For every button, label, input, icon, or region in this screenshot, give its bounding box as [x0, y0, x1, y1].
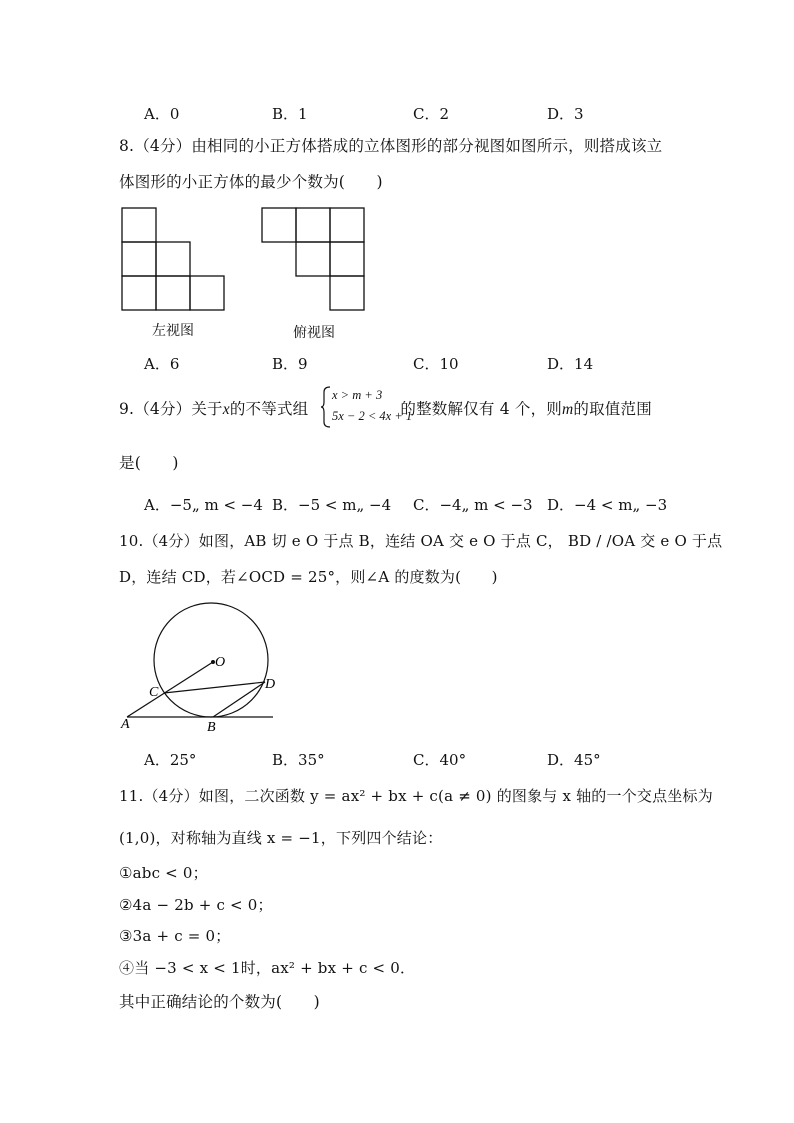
q9-option-a: A．−5„ m < −4 — [144, 496, 263, 514]
q9-option-c: C．−4„ m < −3 — [413, 496, 533, 514]
q11-question-last-line: 其中正确结论的个数为( ) — [119, 993, 320, 1011]
q7-option-d: D．3 — [547, 105, 584, 123]
circle-o — [154, 603, 268, 717]
q9-suffix2: 的取值范围 — [573, 400, 652, 418]
q9-brace — [320, 386, 332, 428]
label-b: B — [207, 720, 216, 735]
q10-circle-figure — [115, 600, 285, 740]
q7-option-c: C．2 — [413, 105, 450, 123]
q10-option-a: A．25° — [144, 751, 197, 769]
q10-question-line1: 10.（4分）如图，AB 切 e O 于点 B，连结 OA 交 e O 于点 C， BD / /OA 交 e O 于点 — [119, 532, 723, 550]
q8-option-b: B．9 — [272, 355, 308, 373]
q9-option-d: D．−4 < m„ −3 — [547, 496, 668, 514]
q8-question-line1: 8.（4分）由相同的小正方体搭成的立体图形的部分视图如图所示，则搭成该立 — [119, 137, 663, 155]
q11-conclusion-3: ③3a + c = 0； — [119, 927, 231, 945]
label-o: O — [215, 655, 226, 670]
q11-conclusion-4: ④当 −3 < x < 1时，ax² + bx + c < 0． — [119, 959, 416, 977]
q9-var-m: m — [562, 401, 574, 418]
q9-option-b: B．−5 < m„ −4 — [272, 496, 392, 514]
q9-mid: 的不等式组 — [229, 400, 309, 418]
q8-left-view-figure — [118, 205, 230, 315]
q9-prefix: 9.（4分）关于 — [119, 400, 223, 418]
q9-inequality-1: x > m + 3 — [332, 388, 383, 402]
q10-question-line2: D，连结 CD，若∠OCD = 25°，则∠A 的度数为( ) — [119, 568, 498, 586]
label-d: D — [265, 677, 276, 692]
q10-option-b: B．35° — [272, 751, 325, 769]
q8-option-a: A．6 — [144, 355, 180, 373]
label-a: A — [121, 717, 130, 732]
q8-option-c: C．10 — [413, 355, 459, 373]
q9-question-line2: 是( ) — [119, 454, 179, 472]
left-view-label: 左视图 — [152, 323, 194, 339]
q8-top-view-figure — [258, 205, 370, 315]
q9-inequality-2: 5x − 2 < 4x + 1 — [332, 409, 413, 423]
q11-conclusion-2: ②4a − 2b + c < 0； — [119, 896, 273, 914]
q8-question-line2: 体图形的小正方体的最少个数为( ) — [119, 173, 383, 191]
q11-question-line2: (1,0)，对称轴为直线 x = −1，下列四个结论： — [119, 829, 443, 847]
q7-option-b: B．1 — [272, 105, 308, 123]
top-view-label: 俯视图 — [293, 325, 335, 341]
q7-option-a: A．0 — [144, 105, 180, 123]
q10-option-d: D．45° — [547, 751, 601, 769]
q8-option-d: D．14 — [547, 355, 594, 373]
label-c: C — [149, 685, 159, 700]
q9-var-x: x — [222, 401, 230, 418]
q9-suffix1: 的整数解仅有 4 个，则 — [400, 400, 562, 418]
q11-question-line1: 11.（4分）如图，二次函数 y = ax² + bx + c(a ≠ 0) 的图象与 x 轴的一个交点坐标为 — [119, 787, 713, 805]
q11-conclusion-1: ①abc < 0； — [119, 864, 208, 882]
q10-option-c: C．40° — [413, 751, 467, 769]
